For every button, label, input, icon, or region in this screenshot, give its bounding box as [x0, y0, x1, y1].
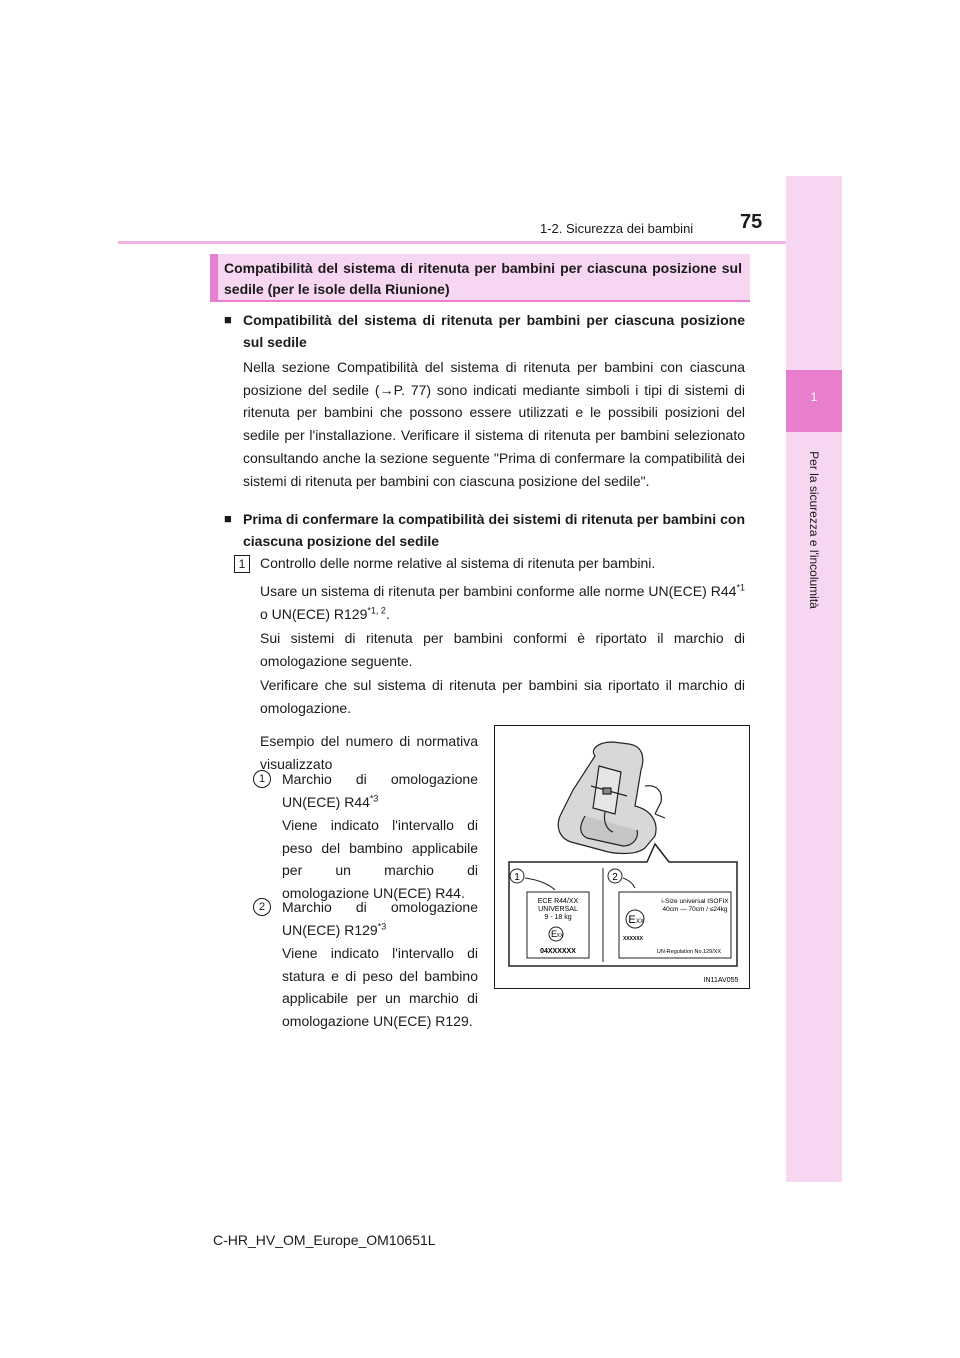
svg-text:XX: XX: [556, 933, 564, 939]
side-tab-label: Per la sicurezza e l'incolumità: [807, 451, 821, 609]
approval-mark-figure: [494, 725, 750, 989]
block2-heading: Prima di confermare la compatibilità dei sistemi di ritenuta per bambini con ciascuna posizione del sedile: [243, 511, 745, 549]
svg-text:40cm — 70cm / ≤24kg: 40cm — 70cm / ≤24kg: [662, 906, 728, 913]
example-label: Esempio del numero di normativa visualizzato: [260, 733, 478, 772]
block1-heading: Compatibilità del sistema di ritenuta per bambini per ciascuna posizione sul sedile: [243, 312, 745, 350]
square-bullet: ■: [224, 511, 232, 526]
item1-number: 1: [253, 770, 271, 788]
section-title: Compatibilità del sistema di ritenuta per bambini per ciascuna posizione sul sedile (per le isole della Riunione): [224, 260, 742, 297]
side-tab: [786, 176, 842, 1182]
chapter-title: 1-2. Sicurezza dei bambini: [540, 221, 694, 236]
section-title-accent: [210, 254, 218, 300]
svg-text:E: E: [550, 929, 558, 939]
item2-title: Marchio di omologazione UN(ECE) R129$^{*3}$: [282, 899, 478, 938]
r44-label: [527, 892, 589, 958]
svg-text:UNIVERSAL: UNIVERSAL: [538, 906, 578, 913]
svg-text:ECE R44/XX: ECE R44/XX: [537, 898, 579, 905]
paragraph-norms: Usare un sistema di ritenuta per bambini conforme alle norme UN(ECE) R44$^{*1}$ o UN(ECE) R129$^{*1, 2}$.: [260, 582, 745, 622]
svg-text:9 - 18 kg: 9 - 18 kg: [544, 914, 572, 921]
document-code: C-HR_HV_OM_Europe_OM10651L: [213, 1232, 436, 1248]
block1-body: Nella sezione Compatibilità del sistema di ritenuta per bambini con ciascuna posizione del sedile (→P. 77) sono indicati mediante simboli i tipi di sistemi di ritenuta per bambini che possono essere utilizzati e le possibili posizioni del sedile per l'installazione. Verificare il sistema di ritenuta per bambini selezionato consultando anche la sezione seguente "Prima di confermare la compatibilità dei sistemi di ritenuta per bambini con ciascuna posizione del sedile".: [243, 359, 745, 489]
item2-desc: Viene indicato l'intervallo di statura e di peso del bambino applicabile per un marchio di omologazione UN(ECE) R129.: [282, 945, 478, 1030]
paragraph-verify: Verificare che sul sistema di ritenuta per bambini sia riportato il marchio di omologazione.: [260, 677, 745, 716]
header-rule: [118, 241, 786, 244]
svg-text:i-Size universal ISOFIX: i-Size universal ISOFIX: [661, 898, 729, 905]
figure-code: IN11AV055: [703, 977, 739, 984]
svg-text:XXXXXX: XXXXXX: [622, 936, 644, 942]
r129-label: [619, 892, 731, 958]
child-seat-illustration: [558, 742, 665, 854]
paragraph-mark: Sui sistemi di ritenuta per bambini conformi è riportato il marchio di omologazione seguente.: [260, 630, 745, 669]
step-number-box: 1: [234, 555, 250, 573]
step-text: Controllo delle norme relative al sistema di ritenuta per bambini.: [260, 555, 656, 571]
square-bullet: ■: [224, 312, 232, 327]
callout-2-number: 2: [612, 872, 618, 883]
item2-number: 2: [253, 898, 271, 916]
item1-desc: Viene indicato l'intervallo di peso del bambino applicabile per un marchio di omologazione UN(ECE) R44.: [282, 817, 478, 902]
page-number: 75: [740, 211, 763, 233]
section-title-underline: [210, 300, 750, 302]
callout-1-number: 1: [514, 872, 520, 883]
side-tab-number: 1: [810, 390, 818, 404]
svg-text:E: E: [628, 914, 636, 926]
item1-title: Marchio di omologazione UN(ECE) R44$^{*3}$: [282, 771, 478, 810]
svg-text:04XXXXXX: 04XXXXXX: [540, 948, 576, 955]
svg-text:UN-Regulation No.129/XX: UN-Regulation No.129/XX: [656, 949, 722, 955]
svg-text:XX: XX: [635, 919, 645, 925]
